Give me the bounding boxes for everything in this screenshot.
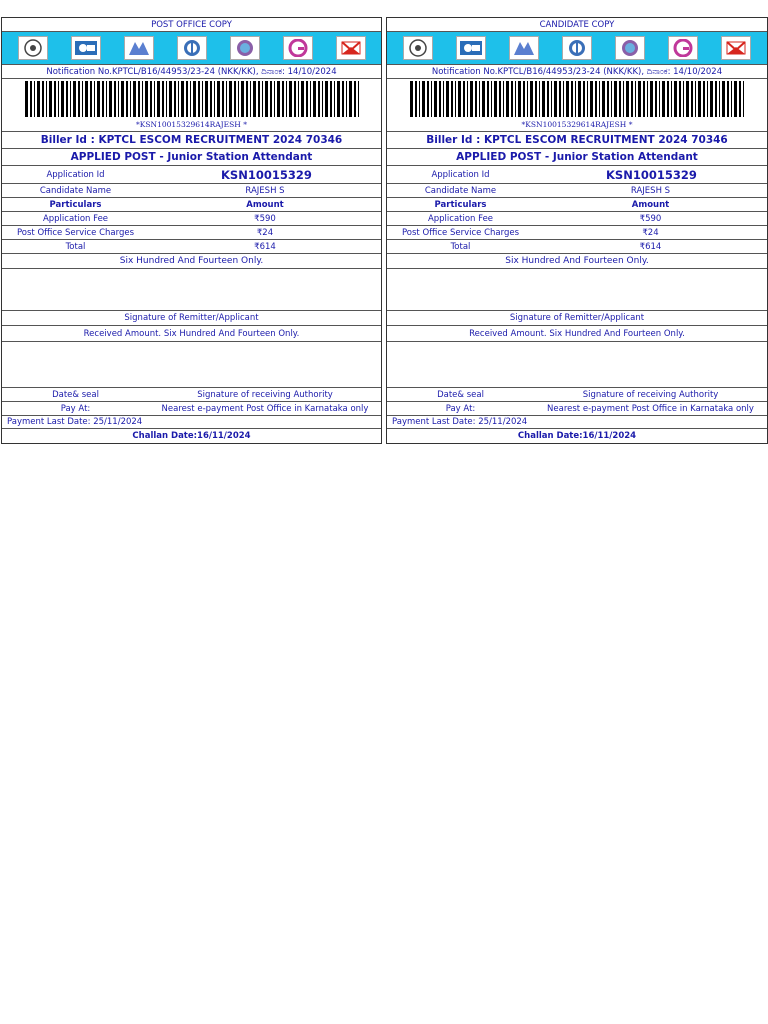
seal-space (387, 342, 767, 388)
application-id-label: Application Id (46, 169, 105, 180)
amount-in-words: Six Hundred And Fourteen Only. (2, 254, 381, 269)
table-header-row (387, 198, 767, 212)
application-id-label: Application Id (431, 169, 490, 180)
cesc-logo (562, 36, 592, 60)
post-office-copy (1, 17, 382, 444)
candidate-name-value: RAJESH S (245, 185, 285, 196)
application-id-row (2, 166, 381, 184)
barcode (25, 81, 359, 117)
total-row (387, 240, 767, 254)
table-header-row (2, 198, 381, 212)
candidate-copy (386, 17, 768, 444)
amount-header: Amount (246, 199, 284, 210)
cesc-logo (177, 36, 207, 60)
total-value: ₹614 (639, 241, 662, 252)
signature-authority: Signature of receiving Authority (582, 389, 719, 400)
fee-value: ₹590 (254, 213, 276, 224)
india-post-logo (721, 36, 751, 60)
fee-row (387, 212, 767, 226)
signature-space (2, 269, 381, 311)
barcode-text: *KSN10015329614RAJESH * (521, 120, 633, 129)
india-post-logo (336, 36, 366, 60)
service-row (2, 226, 381, 240)
particulars-header: Particulars (434, 199, 487, 210)
seal-space (2, 342, 381, 388)
mescom-logo (509, 36, 539, 60)
signature-space (387, 269, 767, 311)
received-amount: Received Amount. Six Hundred And Fourteen Only. (387, 326, 767, 342)
date-seal-row (2, 388, 381, 402)
barcode (410, 81, 744, 117)
candidate-name-value: RAJESH S (630, 185, 671, 196)
payment-last-date: Payment Last Date: 25/11/2024 (387, 416, 767, 429)
pay-at-value: Nearest e-payment Post Office in Karnataka only (547, 403, 754, 414)
logo-band (387, 32, 767, 65)
bescom-logo (456, 36, 486, 60)
payment-last-date: Payment Last Date: 25/11/2024 (2, 416, 381, 429)
application-id-row (387, 166, 767, 184)
mescom-logo (124, 36, 154, 60)
received-amount: Received Amount. Six Hundred And Fourteen Only. (2, 326, 381, 342)
kptcl-logo (403, 36, 433, 60)
challan-date: Challan Date:16/11/2024 (517, 431, 637, 441)
notification-number: Notification No.KPTCL/B16/44953/23-24 (NKK/KK), ದಿನಾಂಕ: 14/10/2024 (2, 65, 381, 79)
signature-authority: Signature of receiving Authority (197, 389, 333, 400)
biller-id: Biller Id : KPTCL ESCOM RECRUITMENT 2024 70346 (2, 132, 381, 149)
signature-remitter: Signature of Remitter/Applicant (2, 311, 381, 326)
pay-at-row (387, 402, 767, 416)
service-value: ₹24 (256, 227, 274, 238)
biller-id: Biller Id : KPTCL ESCOM RECRUITMENT 2024 70346 (387, 132, 767, 149)
date-seal-label: Date& seal (437, 389, 484, 400)
barcode-text: *KSN10015329614RAJESH * (136, 120, 247, 129)
particulars-header: Particulars (49, 199, 102, 210)
service-value: ₹24 (642, 227, 659, 238)
fee-row (2, 212, 381, 226)
gescom-logo (668, 36, 698, 60)
fee-label: Application Fee (427, 213, 494, 224)
copy-title: POST OFFICE COPY (2, 18, 381, 32)
candidate-name-row (387, 184, 767, 198)
date-seal-label: Date& seal (52, 389, 99, 400)
pay-at-row (2, 402, 381, 416)
barcode-section (2, 79, 381, 132)
copy-title: CANDIDATE COPY (387, 18, 767, 32)
total-label: Total (450, 241, 471, 252)
fee-value: ₹590 (639, 213, 662, 224)
pay-at-label: Pay At: (60, 403, 91, 414)
candidate-name-label: Candidate Name (39, 185, 112, 196)
application-id-value: KSN10015329 (606, 167, 697, 182)
application-id-value: KSN10015329 (221, 167, 312, 182)
total-label: Total (65, 241, 86, 252)
candidate-name-row (2, 184, 381, 198)
hescom-logo (615, 36, 645, 60)
fee-label: Application Fee (42, 213, 109, 224)
service-row (387, 226, 767, 240)
amount-header: Amount (631, 199, 670, 210)
applied-post: APPLIED POST - Junior Station Attendant (387, 149, 767, 166)
challan-date: Challan Date:16/11/2024 (132, 431, 251, 441)
pay-at-value: Nearest e-payment Post Office in Karnataka only (161, 403, 369, 414)
service-label: Post Office Service Charges (401, 227, 520, 238)
logo-band (2, 32, 381, 65)
amount-in-words: Six Hundred And Fourteen Only. (387, 254, 767, 269)
total-value: ₹614 (254, 241, 276, 252)
kptcl-logo (18, 36, 48, 60)
signature-remitter: Signature of Remitter/Applicant (387, 311, 767, 326)
gescom-logo (283, 36, 313, 60)
candidate-name-label: Candidate Name (424, 185, 497, 196)
applied-post: APPLIED POST - Junior Station Attendant (2, 149, 381, 166)
service-label: Post Office Service Charges (16, 227, 135, 238)
notification-number: Notification No.KPTCL/B16/44953/23-24 (NKK/KK), ದಿನಾಂಕ: 14/10/2024 (387, 65, 767, 79)
date-seal-row (387, 388, 767, 402)
barcode-section (387, 79, 767, 132)
bescom-logo (71, 36, 101, 60)
hescom-logo (230, 36, 260, 60)
pay-at-label: Pay At: (445, 403, 476, 414)
total-row (2, 240, 381, 254)
